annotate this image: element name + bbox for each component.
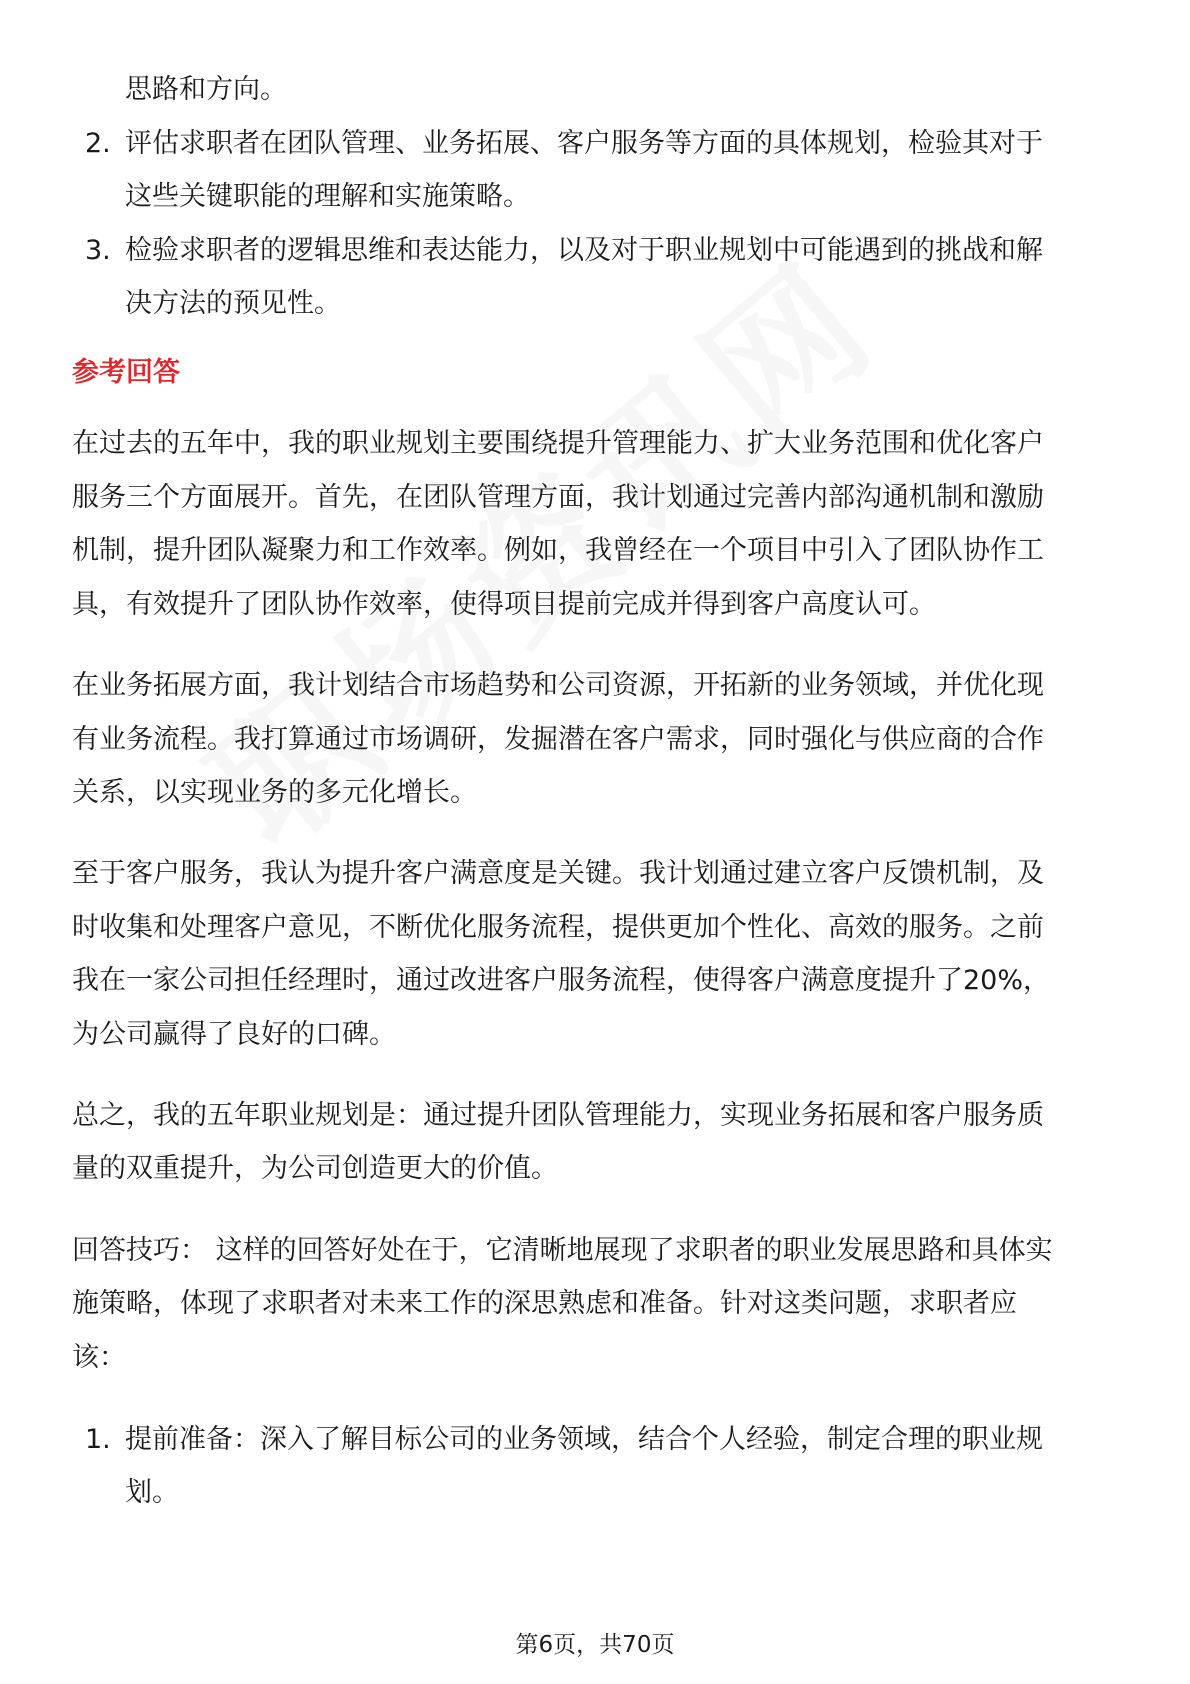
paragraph-line: 至于客户服务，我认为提升客户满意度是关键。我计划通过建立客户反馈机制，及: [72, 858, 1044, 889]
list-item-text: 评估求职者在团队管理、业务拓展、客户服务等方面的具体规划，检验其对于: [125, 128, 1043, 159]
list-item-number: 1.: [85, 1424, 111, 1455]
list-item-text: 提前准备：深入了解目标公司的业务领域，结合个人经验，制定合理的职业规: [125, 1424, 1043, 1455]
paragraph-line: 具，有效提升了团队协作效率，使得项目提前完成并得到客户高度认可。: [72, 589, 936, 620]
paragraph-line: 量的双重提升，为公司创造更大的价值。: [72, 1153, 558, 1184]
list-item-text: 划。: [125, 1477, 179, 1508]
paragraph-line: 回答技巧： 这样的回答好处在于，它清晰地展现了求职者的职业发展思路和具体实: [72, 1235, 1053, 1266]
list-item-text: 这些关键职能的理解和实施策略。: [125, 181, 530, 212]
paragraph-line: 时收集和处理客户意见，不断优化服务流程，提供更加个性化、高效的服务。之前: [72, 912, 1044, 943]
list-item-text: 思路和方向。: [125, 74, 287, 105]
paragraph-line: 在过去的五年中，我的职业规划主要围绕提升管理能力、扩大业务范围和优化客户: [72, 428, 1044, 459]
paragraph-line: 总之，我的五年职业规划是：通过提升团队管理能力，实现业务拓展和客户服务质: [72, 1100, 1044, 1131]
section-heading: 参考回答: [72, 357, 180, 388]
paragraph-line: 施策略，体现了求职者对未来工作的深思熟虑和准备。针对这类问题，求职者应: [72, 1288, 1017, 1319]
list-item-number: 3.: [85, 235, 111, 266]
paragraph-line: 在业务拓展方面，我计划结合市场趋势和公司资源，开拓新的业务领域，并优化现: [72, 670, 1044, 701]
paragraph-line: 该：: [72, 1342, 126, 1373]
paragraph-line: 服务三个方面展开。首先，在团队管理方面，我计划通过完善内部沟通机制和激励: [72, 482, 1044, 513]
paragraph-line: 机制，提升团队凝聚力和工作效率。例如，我曾经在一个项目中引入了团队协作工: [72, 535, 1044, 566]
paragraph-line: 关系，以实现业务的多元化增长。: [72, 777, 477, 808]
page-footer: 第6页，共70页: [515, 1632, 675, 1658]
paragraph-line: 有业务流程。我打算通过市场调研，发掘潜在客户需求，同时强化与供应商的合作: [72, 724, 1044, 755]
paragraph-line: 为公司赢得了良好的口碑。: [72, 1019, 396, 1050]
list-item-text: 检验求职者的逻辑思维和表达能力，以及对于职业规划中可能遇到的挑战和解: [125, 235, 1043, 266]
paragraph-line: 我在一家公司担任经理时，通过改进客户服务流程，使得客户满意度提升了20%，: [72, 965, 1051, 996]
list-item-number: 2.: [85, 128, 111, 159]
list-item-text: 决方法的预见性。: [125, 288, 341, 319]
